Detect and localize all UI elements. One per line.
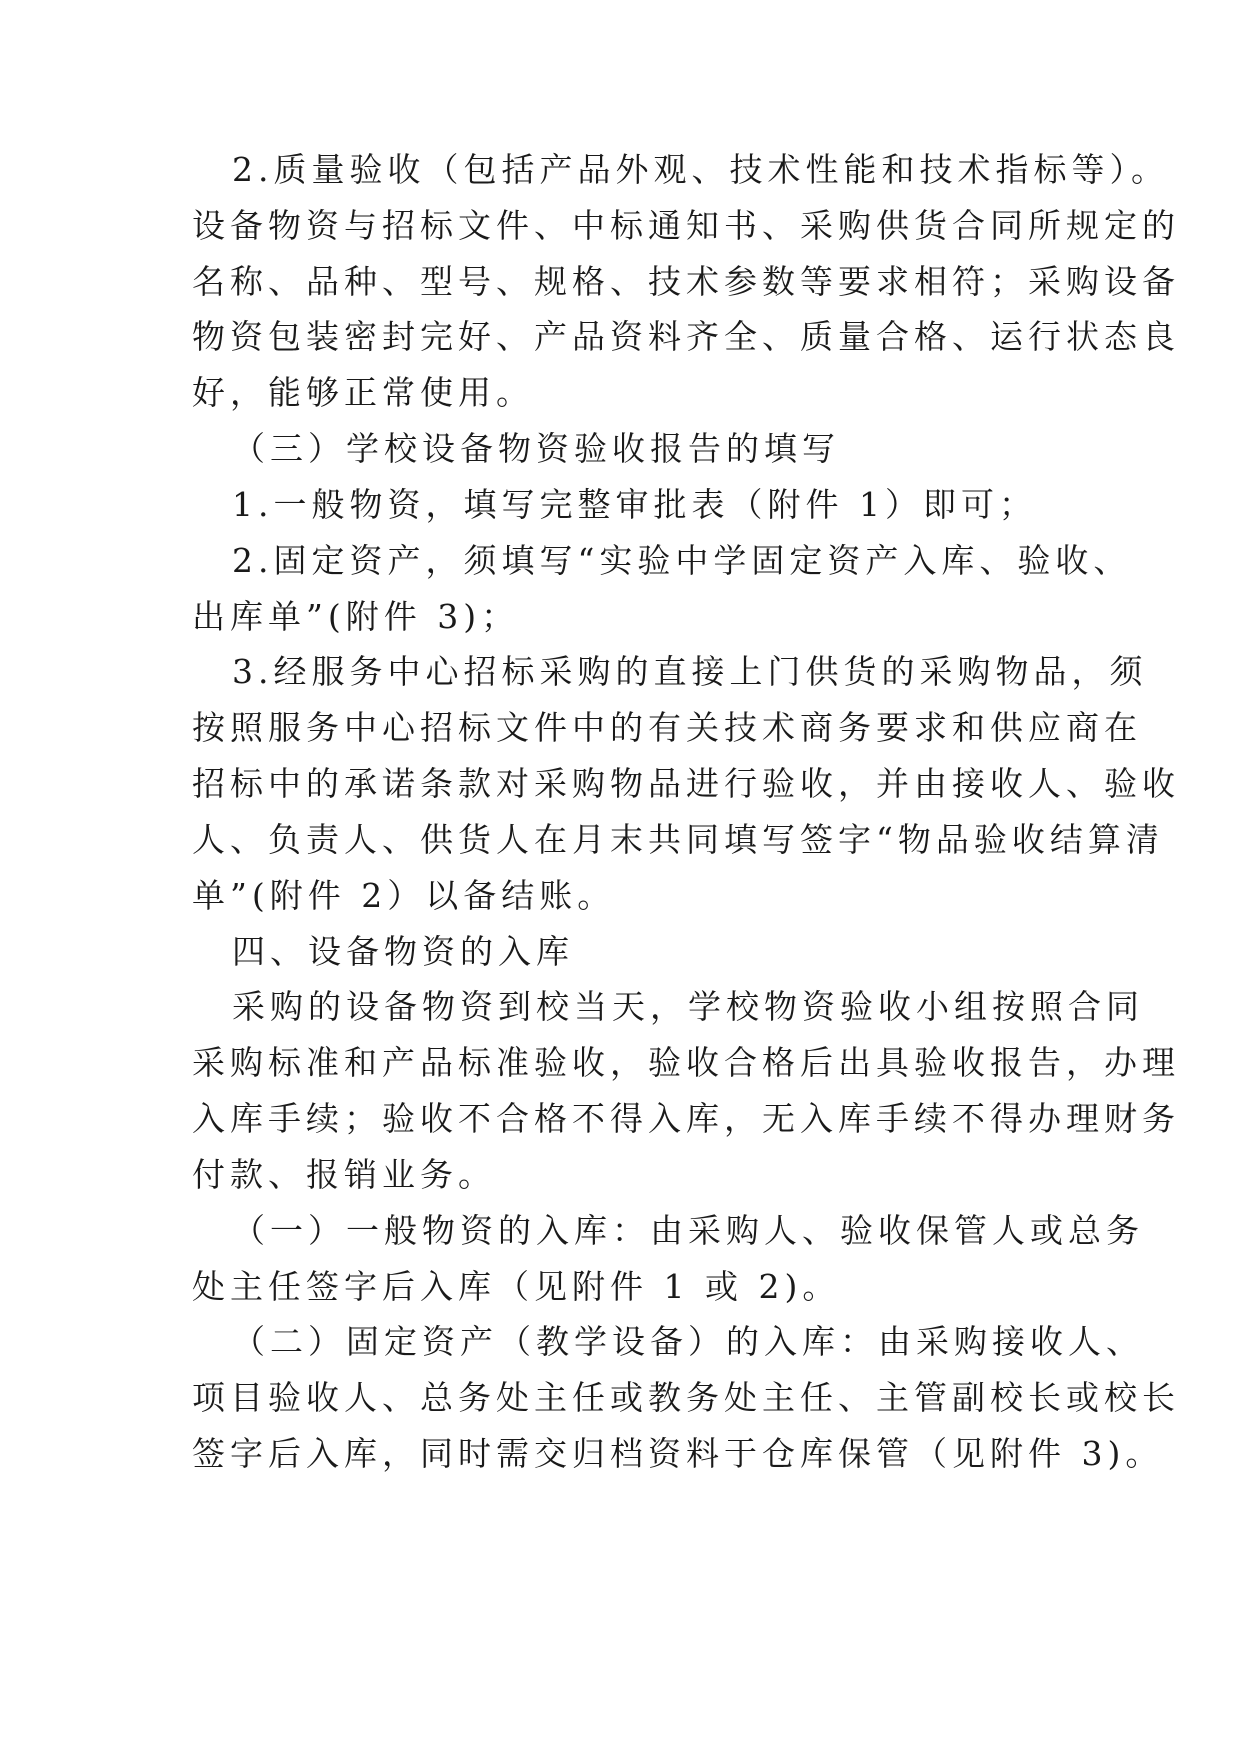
text-line: 单”(附件 2）以备结账。	[192, 876, 616, 915]
text-line: 按照服务中心招标文件中的有关技术商务要求和供应商在	[192, 708, 1142, 747]
text-line: （二）固定资产（教学设备）的入库：由采购接收人、	[232, 1322, 1144, 1361]
text-line: 处主任签字后入库（见附件 1 或 2)。	[192, 1267, 841, 1306]
text-line: 采购的设备物资到校当天，学校物资验收小组按照合同	[232, 987, 1144, 1026]
text-line: 物资包装密封完好、产品资料齐全、质量合格、运行状态良	[192, 317, 1180, 356]
text-line: 人、负责人、供货人在月末共同填写签字“物品验收结算清	[192, 820, 1164, 859]
text-line: 入库手续；验收不合格不得入库，无入库手续不得办理财务	[192, 1099, 1180, 1138]
text-line: 2.固定资产，须填写“实验中学固定资产入库、验收、	[232, 541, 1132, 580]
text-line: 出库单”(附件 3)；	[192, 597, 520, 636]
section-heading: 四、设备物资的入库	[232, 932, 574, 971]
text-line: 1.一般物资，填写完整审批表（附件 1）即可；	[232, 485, 1037, 524]
text-line: （一）一般物资的入库：由采购人、验收保管人或总务	[232, 1211, 1144, 1250]
text-line: 名称、品种、型号、规格、技术参数等要求相符；采购设备	[192, 262, 1180, 301]
text-line: 签字后入库，同时需交归档资料于仓库保管（见附件 3)。	[192, 1434, 1164, 1473]
text-line: 付款、报销业务。	[192, 1155, 496, 1194]
text-line: 设备物资与招标文件、中标通知书、采购供货合同所规定的	[192, 206, 1180, 245]
text-line: 招标中的承诺条款对采购物品进行验收，并由接收人、验收	[192, 764, 1180, 803]
section-heading: （三）学校设备物资验收报告的填写	[232, 429, 840, 468]
text-line: 好，能够正常使用。	[192, 373, 534, 412]
text-line: 采购标准和产品标准验收，验收合格后出具验收报告，办理	[192, 1043, 1180, 1082]
text-line: 2.质量验收（包括产品外观、技术性能和技术指标等）。	[232, 150, 1169, 189]
text-line: 项目验收人、总务处主任或教务处主任、主管副校长或校长	[192, 1378, 1180, 1417]
text-line: 3.经服务中心招标采购的直接上门供货的采购物品，须	[232, 652, 1148, 691]
